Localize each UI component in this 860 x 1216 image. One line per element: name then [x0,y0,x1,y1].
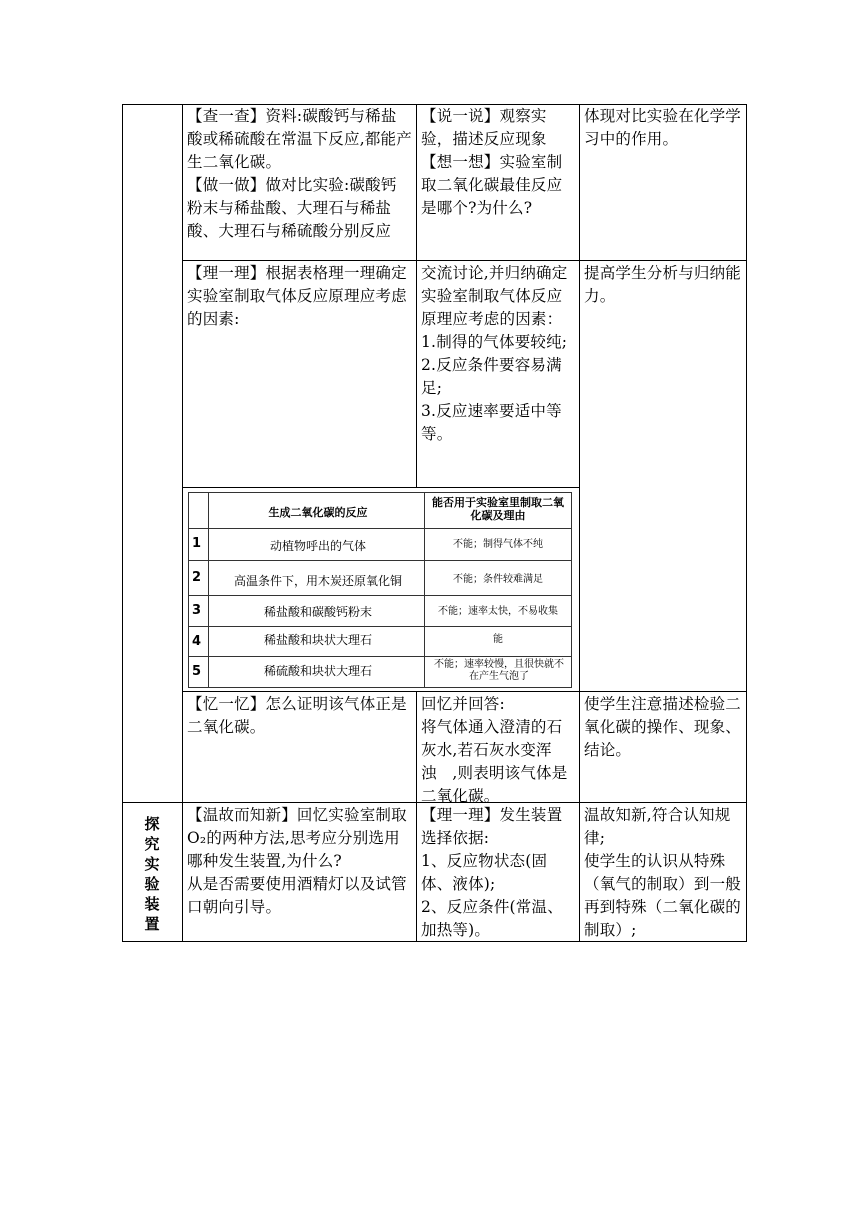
answer-cell: 不能；条件较难满足 [453,574,543,585]
row2-intent: 提高学生分析与归纳能力。 [584,264,742,305]
row2-student: 交流讨论,并归纳确定实验室制取气体反应原理应考虑的因素： 1.制得的气体要较纯; 2.反应条件要容易满足; 3.反应速率要适中等等。 [421,264,568,443]
answer-cell: 不能；速率较慢，且很快就不在产生气泡了 [434,659,564,682]
row4-student: 【理一理】发生装置选择依据: 1、反应物状态(固体、液体); 2、反应条件(常温、加热等)。 [421,806,563,939]
row1-teacher: 【查一查】资料:碳酸钙与稀盐酸或稀硫酸在常温下反应,都能产生二氧化碳。 【做一做】做对比实验:碳酸钙粉末与稀盐酸、大理石与稀盐酸、大理石与稀硫酸分别反应 [187,107,412,240]
row3-student: 回忆并回答: 将气体通入澄清的石灰水,若石灰水变浑浊 ,则表明该气体是二氧化碳。 [421,695,568,805]
lesson-table [122,104,747,942]
row-number: 1 [192,536,202,551]
reaction-cell: 动植物呼出的气体 [269,539,366,553]
row-divider-1 [182,260,747,261]
row-divider-3 [182,691,747,692]
answer-cell: 不能；速率太快，不易收集 [438,606,558,617]
header-reaction: 生成二氧化碳的反应 [268,506,368,519]
table-border-right [746,104,747,942]
reaction-cell: 高温条件下，用木炭还原氧化铜 [233,574,402,588]
row-number: 4 [192,634,202,649]
row1-student: 【说一说】观察实验，描述反应现象 【想一想】实验室制取二氧化碳最佳反应是哪个?为什么? [421,107,563,217]
row-number: 2 [192,570,202,585]
reaction-cell: 稀盐酸和块状大理石 [263,633,372,647]
row3-teacher: 【忆一忆】怎么证明该气体正是二氧化碳。 [187,695,407,736]
answer-cell: 不能；制得气体不纯 [453,539,543,550]
row1-intent: 体现对比实验在化学学习中的作用。 [584,107,742,148]
row4-teacher: 【温故而知新】回忆实验室制取O₂的两种方法,思考应分别选用哪种发生装置,为什么? 从是否需要使用酒精灯以及试管口朝向引导。 [187,806,407,916]
row4-intent: 温故知新,符合认知规律; 使学生的认识从特殊（氧气的制取）到一般再到特殊（二氧化碳的制取）; [584,806,742,939]
answer-cell: 能 [493,634,503,645]
reaction-cell: 稀硫酸和块状大理石 [263,664,372,678]
row2-teacher: 【理一理】根据表格理一理确定实验室制取气体反应原理应考虑的因素: [187,264,407,328]
header-answer: 能否用于实验室里制取二氧化碳及理由 [432,496,564,522]
row-number: 3 [192,603,202,618]
row3-intent: 使学生注意描述检验二氧化碳的操作、现象、结论。 [584,695,742,759]
reaction-cell: 稀盐酸和碳酸钙粉末 [263,605,372,619]
stage-label: 探 究 实 验 装 置 [144,815,160,933]
row-divider-2a [182,487,579,488]
row-number: 5 [192,664,202,679]
co2-reaction-table [188,492,572,688]
